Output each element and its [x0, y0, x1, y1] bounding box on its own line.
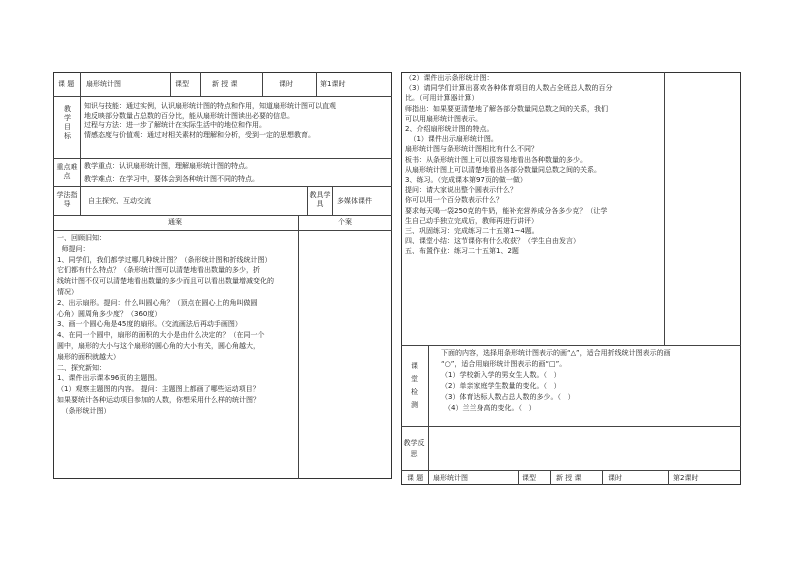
check-line: （1）学校新入学的男女生人数。（ ）: [441, 371, 561, 379]
goals-lines: [84, 102, 336, 140]
type-value: 新 授 课: [212, 80, 238, 88]
divider: [332, 186, 333, 215]
divider: [53, 230, 392, 231]
body-line: 四、课堂小结：这节课你有什么收获？（学生自由发言）: [405, 237, 580, 246]
divider: [401, 345, 741, 346]
body-line: 它们都有什么特点？（条形统计图可以清楚地看出数量的多少，折: [57, 266, 260, 275]
divider: [668, 470, 669, 485]
divider: [80, 72, 81, 215]
key-points-label: 重点难点: [56, 163, 78, 180]
divider: [307, 186, 308, 215]
body-line: 一、回顾旧知：: [57, 234, 106, 242]
common-plan-header: 通案: [168, 218, 182, 226]
body-line: 要求每天喝一袋250克的牛奶，能补充营养成分各多少克？（让学: [405, 206, 608, 215]
body-line: 线统计图不仅可以清楚地看出数量的多少而且可以看出数量增减变化的: [57, 277, 274, 286]
body-line: 扇形统计图与条形统计图相比有什么不同？: [405, 145, 538, 154]
body-line: 二、探究新知：: [57, 363, 106, 372]
divider: [602, 470, 603, 485]
method-label: 学法指导: [56, 191, 78, 208]
body-line: 比。（可用计算器计算）: [405, 94, 479, 103]
footer-hours-value: 第2课时: [673, 474, 699, 482]
divider: [316, 72, 317, 96]
divider: [262, 72, 263, 96]
body-line: 可以用扇形统计图表示。: [405, 114, 482, 123]
topic-label: 课 题: [58, 80, 75, 88]
body-line: 师指出：如果要更清楚地了解各部分数量同总数之间的关系，我们: [405, 104, 608, 113]
hours-value: 第1课时: [320, 80, 346, 88]
left-body: [57, 233, 274, 417]
hours-label: 课时: [279, 80, 293, 88]
key-point-line: 教学重点：认识扇形统计图，理解扇形统计图的特点。: [84, 162, 252, 170]
body-line: 生自己动手独立完成后，教师再进行讲评）: [405, 216, 538, 225]
divider: [53, 158, 392, 159]
body-line: （条形统计图）: [57, 406, 111, 415]
key-points-lines: [84, 162, 259, 184]
body-line: 2、介绍扇形统计图的特点。: [405, 125, 494, 134]
footer-topic-value: 扇形统计图: [433, 474, 468, 482]
divider: [401, 426, 741, 427]
divider: [298, 215, 299, 479]
footer-type-value: 新 授 课: [556, 474, 582, 482]
body-line: 1、同学们，我们都学过哪几种统计图？（条形统计图和折线统计图）: [57, 255, 272, 264]
body-line: 情况）: [57, 287, 78, 296]
check-line: “○”，适合用扇形统计图表示的画“□”。: [441, 360, 567, 368]
body-line: 3、练习。（完成课本第97页的做一做）: [405, 176, 527, 185]
check-line: （3）体育达标人数占总人数的多少。（ ）: [441, 393, 575, 401]
body-line: 1、课件出示课本96页的主题图。: [57, 374, 162, 383]
footer-type-label: 课型: [522, 474, 536, 482]
divider: [170, 72, 171, 96]
reflection-label: 教学反思: [403, 439, 425, 458]
divider: [53, 215, 392, 216]
divider: [53, 186, 392, 187]
body-line: 扇形的面积就越大）: [57, 352, 120, 361]
goals-line: 情感态度与价值观：通过对相关素材的理解和分析，受到一定的思想教育。: [84, 130, 315, 139]
divider: [550, 470, 551, 485]
divider: [53, 96, 392, 97]
body-line: （1）课件出示扇形统计图。: [405, 135, 498, 144]
check-line: 下面的内容，选择用条形统计图表示的画“△”，适合用折线统计图表示的画: [441, 349, 671, 357]
goals-line: 过程与方法：进一步了解统计在实际生活中的地位和作用。: [84, 121, 266, 129]
type-label: 课型: [175, 80, 189, 88]
body-line: 圆中，扇形的大小与这个扇形的圆心角的大小有关，圆心角越大，: [57, 341, 260, 350]
tools-label: 教具学具: [309, 191, 331, 208]
divider: [401, 470, 741, 471]
divider: [428, 345, 429, 485]
right-body: [405, 73, 612, 257]
goals-line: 地反映部分数量占总数的百分比，能从扇形统计图读出必要的信息。: [84, 111, 294, 120]
body-line: （3）请同学们计算出喜欢各种体育项目的人数占全班总人数的百分: [405, 84, 613, 93]
body-line: 三、巩固练习：完成练习二十五第1~4题。: [405, 227, 539, 236]
divider: [664, 72, 665, 345]
check-lines: [441, 348, 671, 414]
body-line: 3、画一个圆心角是45度的扇形。（交流画法后再动手画图）: [57, 320, 242, 329]
goals-line: 知识与技能：通过实例，认识扇形统计图的特点和作用，知道扇形统计图可以直观: [84, 102, 336, 110]
method-value: 自主探究、互动交流: [88, 197, 151, 205]
body-line: 师提问：: [57, 244, 90, 253]
goals-label: 教学目标: [64, 105, 71, 140]
body-line: 你可以用一个百分数表示什么？: [405, 196, 503, 205]
body-line: 心角）圆周角多少度？（360度）: [57, 309, 162, 318]
key-point-line: 教学难点：在学习中，要体会到各种统计图不同的特点。: [84, 174, 259, 183]
body-line: 五、布置作业：练习二十五第1、2题: [405, 247, 519, 256]
divider: [518, 470, 519, 485]
footer-hours-label: 课时: [608, 474, 622, 482]
check-line: （2）单亲家庭学生数量的变化。（ ）: [441, 382, 561, 390]
check-label: 课堂检测: [411, 362, 418, 409]
body-line: 从扇形统计图上可以清楚地看出各部分数量同总数之间的关系。: [405, 165, 601, 174]
divider: [200, 72, 201, 96]
footer-topic-label: 课 题: [407, 474, 424, 482]
individual-plan-header: 个案: [338, 218, 352, 226]
body-line: 2、出示扇形。提问：什么叫圆心角？（顶点在圆心上的角叫做圆: [57, 298, 258, 307]
tools-value: 多媒体课件: [337, 197, 372, 205]
body-line: 提问：请大家说出整个圆表示什么？: [405, 186, 517, 195]
body-line: 如果要统计各种运动项目参加的人数，你想采用什么样的统计图？: [57, 395, 260, 404]
body-line: （1）观察主题图的内容。 提问：主题图上都画了哪些运动项目？: [57, 385, 260, 394]
topic-value: 扇形统计图: [86, 80, 121, 88]
check-line: （4）兰兰身高的变化。（ ）: [444, 404, 536, 412]
body-line: （2）课件出示条形统计图：: [405, 74, 494, 82]
body-line: 4、在同一个圆中，扇形的面积的大小是由什么决定的？（在同一个: [57, 331, 265, 340]
body-line: 板书：从条形统计图上可以很容易地看出各种数量的多少。: [405, 155, 587, 164]
